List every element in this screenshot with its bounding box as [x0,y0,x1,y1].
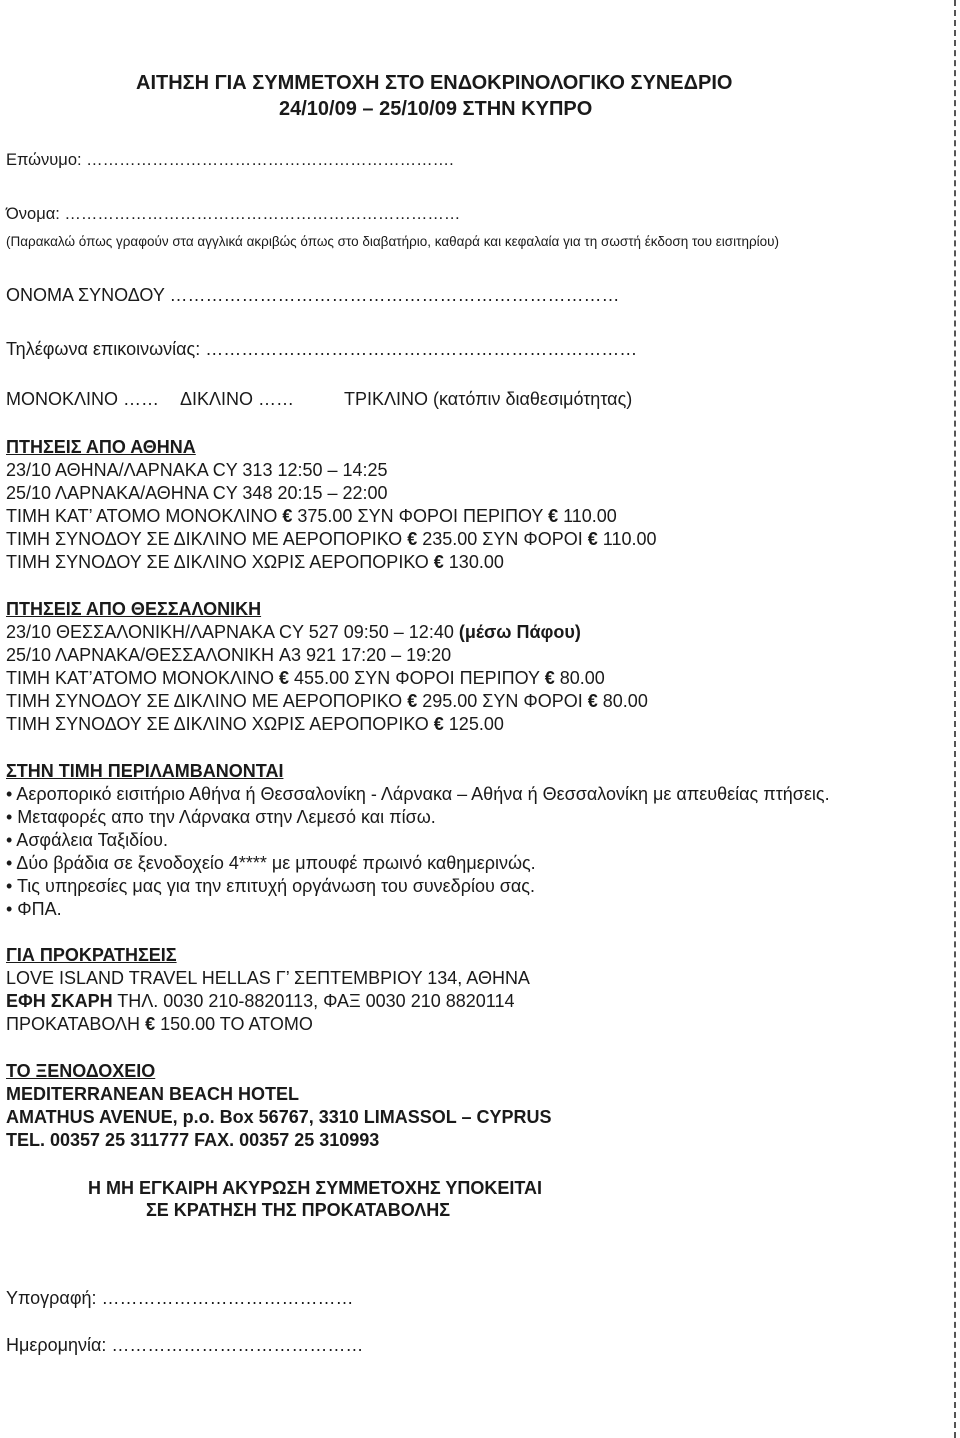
thess-outbound: 23/10 ΘΕΣΣΑΛΟΝΙΚΗ/ΛΑΡΝΑΚΑ CY 527 09:50 – 12:40 (μέσω Πάφου) [6,622,581,642]
athens-price-companion-noair: ΤΙΜΗ ΣΥΝΟΔΟΥ ΣΕ ΔΙΚΛΙΝΟ ΧΩΡΙΣ ΑΕΡΟΠΟΡΙΚΟ € 130.00 [6,552,504,572]
booking-heading: ΓΙΑ ΠΡΟΚΡΑΤΗΣΕΙΣ [6,945,177,965]
thess-price-single: ΤΙΜΗ ΚΑΤ’ΑΤΟΜΟ ΜΟΝΟΚΛΙΝΟ € 455.00 ΣΥΝ ΦΟΡΟΙ ΠΕΡΙΠΟΥ € 80.00 [6,668,605,688]
notice-line-1: Η ΜΗ ΕΓΚΑΙΡΗ ΑΚΥΡΩΣΗ ΣΥΜΜΕΤΟΧΗΣ ΥΠΟΚΕΙΤΑΙ [88,1178,543,1198]
notice-line-2: ΣΕ ΚΡΑΤΗΣΗ ΤΗΣ ΠΡΟΚΑΤΑΒΟΛΗΣ [146,1200,451,1220]
euro-icon: € [544,668,555,688]
athens-price-companion-air: ΤΙΜΗ ΣΥΝΟΔΟΥ ΣΕ ΔΙΚΛΙΝΟ ΜΕ ΑΕΡΟΠΟΡΙΚΟ € 235.00 ΣΥΝ ΦΟΡΟΙ € 110.00 [6,529,657,549]
included-heading: ΣΤΗΝ ΤΙΜΗ ΠΕΡΙΛΑΜΒΑΝΟΝΤΑΙ [6,761,284,781]
euro-icon: € [407,691,418,711]
hotel-address: AMATHUS AVENUE, p.o. Box 56767, 3310 LIMASSOL – CYPRUS [6,1107,552,1127]
euro-icon: € [407,529,418,549]
euro-icon: € [433,552,444,572]
hotel-name: MEDITERRANEAN BEACH HOTEL [6,1084,300,1104]
euro-icon: € [587,529,598,549]
euro-icon: € [587,691,598,711]
room-double-option[interactable]: ΔΙΚΛΙΝΟ …… [180,389,295,409]
list-item: • Μεταφορές απο την Λάρνακα στην Λεμεσό και πίσω. [6,807,436,827]
list-item: • Αεροπορικό εισιτήριο Αθήνα ή Θεσσαλονίκη - Λάρνακα – Αθήνα ή Θεσσαλονίκη με απευθείας πτήσεις. [6,784,830,804]
hotel-heading: ΤΟ ΞΕΝΟΔΟΧΕΙΟ [6,1061,156,1081]
room-triple-option[interactable]: ΤΡΙΚΛΙΝΟ (κατόπιν διαθεσιμότητας) [344,389,633,409]
list-item: • ΦΠΑ. [6,899,62,919]
euro-icon: € [548,506,559,526]
list-item: • Τις υπηρεσίες μας για την επιτυχή οργάνωση του συνεδρίου σας. [6,876,535,896]
euro-icon: € [279,668,290,688]
dashed-cut-line [954,0,956,1438]
thess-price-companion-noair: ΤΙΜΗ ΣΥΝΟΔΟΥ ΣΕ ΔΙΚΛΙΝΟ ΧΩΡΙΣ ΑΕΡΟΠΟΡΙΚΟ € 125.00 [6,714,504,734]
euro-icon: € [433,714,444,734]
booking-agency: LOVE ISLAND TRAVEL HELLAS Γ’ ΣΕΠΤΕΜΒΡΙΟΥ 134, ΑΘΗΝΑ [6,968,530,988]
surname-field[interactable]: Επώνυμο: …………………………………………………………. [6,151,454,169]
date-field[interactable]: Ημερομηνία: …………………………………… [6,1335,364,1355]
thess-heading: ΠΤΗΣΕΙΣ ΑΠΟ ΘΕΣΣΑΛΟΝΙΚΗ [6,599,262,619]
athens-return: 25/10 ΛΑΡΝΑΚΑ/ΑΘΗΝΑ CY 348 20:15 – 22:00 [6,483,388,503]
athens-heading: ΠΤΗΣΕΙΣ ΑΠΟ ΑΘΗΝΑ [6,437,196,457]
companion-field[interactable]: ΟΝΟΜΑ ΣΥΝΟΔΟΥ ………………………………………………………………… [6,285,620,305]
thess-price-companion-air: ΤΙΜΗ ΣΥΝΟΔΟΥ ΣΕ ΔΙΚΛΙΝΟ ΜΕ ΑΕΡΟΠΟΡΙΚΟ € 295.00 ΣΥΝ ΦΟΡΟΙ € 80.00 [6,691,648,711]
title-line-2: 24/10/09 – 25/10/09 ΣΤΗΝ ΚΥΠΡΟ [279,98,593,120]
name-field[interactable]: Όνομα: ……………………………………………………………… [6,205,461,223]
list-item: • Ασφάλεια Ταξιδίου. [6,830,168,850]
athens-price-single: ΤΙΜΗ ΚΑΤ’ ΑΤΟΜΟ ΜΟΝΟΚΛΙΝΟ € 375.00 ΣΥΝ ΦΟΡΟΙ ΠΕΡΙΠΟΥ € 110.00 [6,506,617,526]
name-note: (Παρακαλώ όπως γραφούν στα αγγλικά ακριβώς όπως στο διαβατήριο, καθαρά και κεφαλαία για τη σωστή έκδοση του εισιτηρίου) [6,234,780,249]
hotel-phone: TEL. 00357 25 311777 FAX. 00357 25 310993 [6,1130,380,1150]
euro-icon: € [145,1014,156,1034]
euro-icon: € [282,506,293,526]
list-item: • Δύο βράδια σε ξενοδοχείο 4**** με μπουφέ πρωινό καθημερινώς. [6,853,536,873]
room-single-option[interactable]: ΜΟΝΟΚΛΙΝΟ …… [6,389,160,409]
title-line-1: ΑΙΤΗΣΗ ΓΙΑ ΣΥΜΜΕΤΟΧΗ ΣΤΟ ΕΝΔΟΚΡΙΝΟΛΟΓΙΚΟ ΣΥΝΕΔΡΙΟ [136,72,733,94]
signature-field[interactable]: Υπογραφή: …………………………………… [6,1288,354,1308]
booking-contact: ΕΦΗ ΣΚΑΡΗ ΤΗΛ. 0030 210-8820113, ΦΑΞ 0030 210 8820114 [6,991,515,1011]
phones-field[interactable]: Τηλέφωνα επικοινωνίας: ……………………………………………………………… [6,339,638,359]
booking-deposit: ΠΡΟΚΑΤΑΒΟΛΗ € 150.00 ΤΟ ΑΤΟΜΟ [6,1014,313,1034]
athens-outbound: 23/10 ΑΘΗΝΑ/ΛΑΡΝΑΚΑ CY 313 12:50 – 14:25 [6,460,388,480]
thess-return: 25/10 ΛΑΡΝΑΚΑ/ΘΕΣΣΑΛΟΝΙΚΗ A3 921 17:20 – 19:20 [6,645,452,665]
